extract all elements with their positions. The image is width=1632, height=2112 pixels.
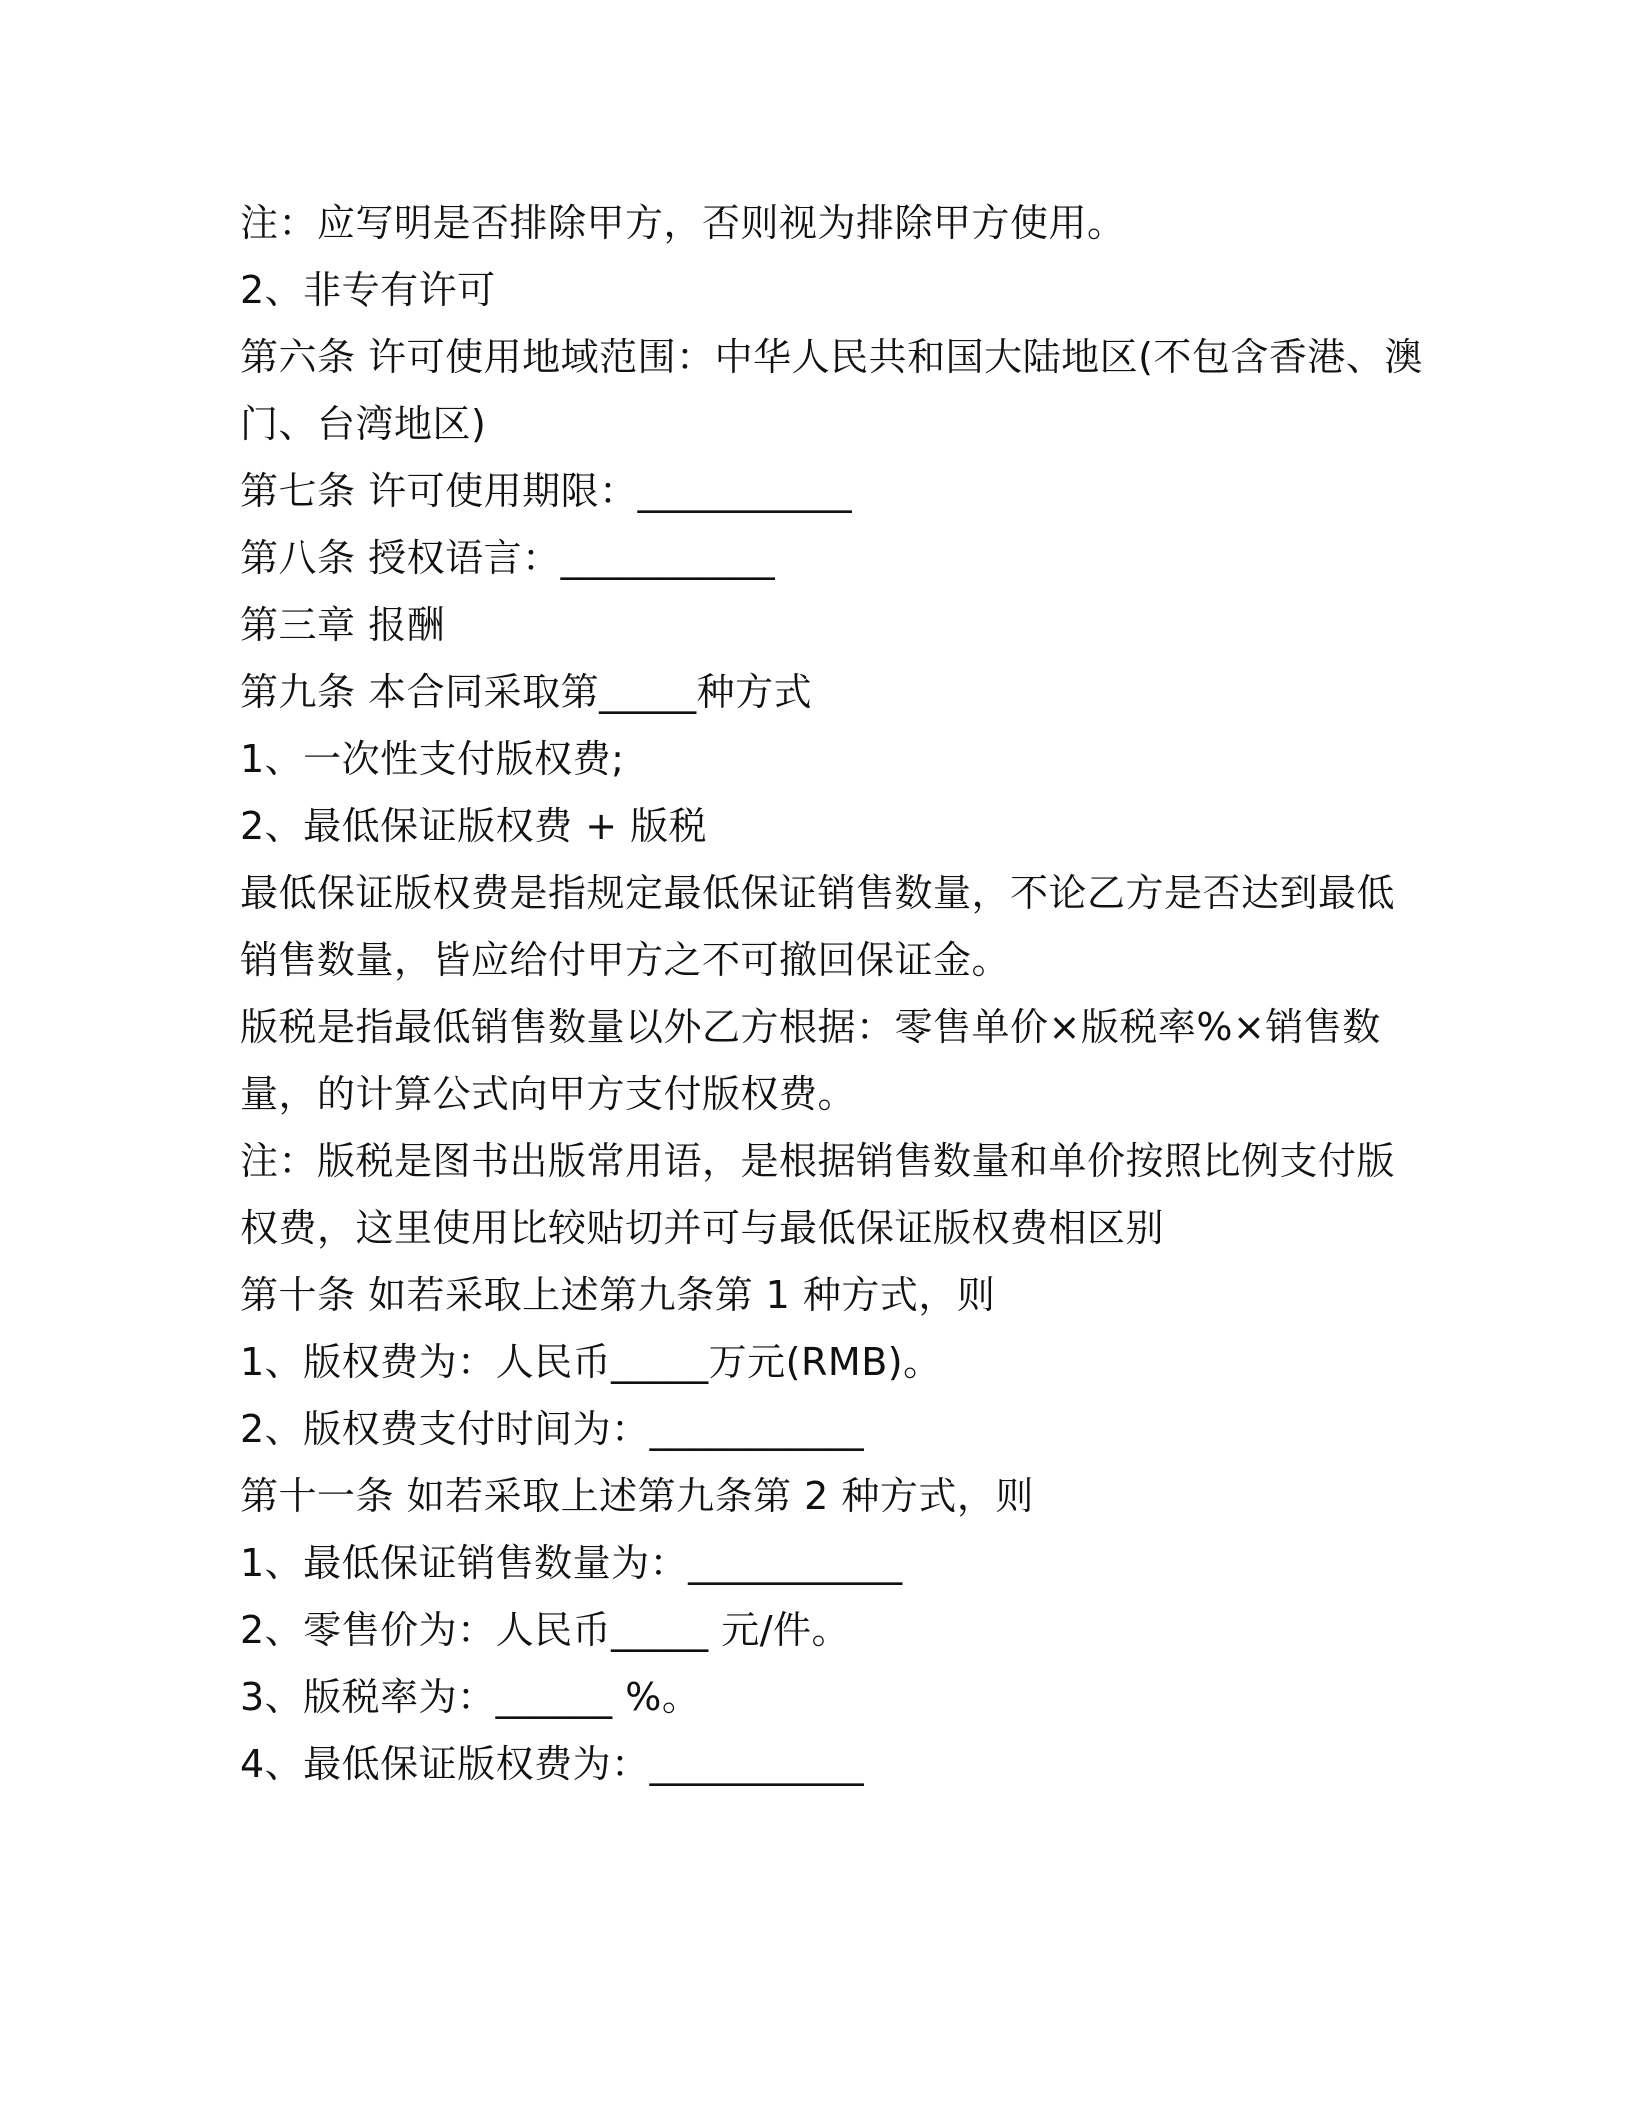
article-11-min-sales: 1、最低保证销售数量为：___________: [240, 1541, 903, 1585]
article-10-fee-amount: 1、版权费为：人民币_____万元(RMB)。: [240, 1340, 942, 1384]
royalty-definition: 版税是指最低销售数量以外乙方根据：零售单价×版税率%×销售数: [240, 1005, 1381, 1049]
article-8-language: 第八条 授权语言：___________: [240, 536, 776, 580]
method-2-minimum-plus-royalty: 2、最低保证版权费 + 版税: [240, 804, 708, 848]
article-6-territory-cont: 门、台湾地区): [240, 402, 487, 446]
article-6-territory: 第六条 许可使用地域范围：中华人民共和国大陆地区(不包含香港、澳: [240, 335, 1423, 379]
note-royalty-term-cont: 权费，这里使用比较贴切并可与最低保证版权费相区别: [240, 1206, 1165, 1250]
article-11-retail-price: 2、零售价为：人民币_____ 元/件。: [240, 1608, 851, 1652]
chapter-3-heading: 第三章 报酬: [240, 603, 446, 647]
article-7-term: 第七条 许可使用期限：___________: [240, 469, 853, 513]
article-11-min-fee: 4、最低保证版权费为：___________: [240, 1742, 865, 1786]
note-royalty-term: 注：版税是图书出版常用语，是根据销售数量和单价按照比例支付版: [240, 1139, 1396, 1183]
method-1-lump-sum: 1、一次性支付版权费;: [240, 737, 625, 781]
article-10-payment-time: 2、版权费支付时间为：___________: [240, 1407, 865, 1451]
article-10-heading: 第十条 如若采取上述第九条第 1 种方式，则: [240, 1273, 996, 1317]
article-11-royalty-rate: 3、版税率为：______ %。: [240, 1675, 701, 1719]
document-body: [240, 190, 1423, 1798]
minimum-guarantee-definition: 最低保证版权费是指规定最低保证销售数量，不论乙方是否达到最低: [240, 871, 1396, 915]
royalty-definition-cont: 量，的计算公式向甲方支付版权费。: [240, 1072, 857, 1116]
article-11-heading: 第十一条 如若采取上述第九条第 2 种方式，则: [240, 1474, 1034, 1518]
minimum-guarantee-definition-cont: 销售数量，皆应给付甲方之不可撤回保证金。: [240, 938, 1011, 982]
article-9-method: 第九条 本合同采取第_____种方式: [240, 670, 813, 714]
note-exclusion: 注：应写明是否排除甲方，否则视为排除甲方使用。: [240, 201, 1126, 245]
item-non-exclusive-license: 2、非专有许可: [240, 268, 496, 312]
